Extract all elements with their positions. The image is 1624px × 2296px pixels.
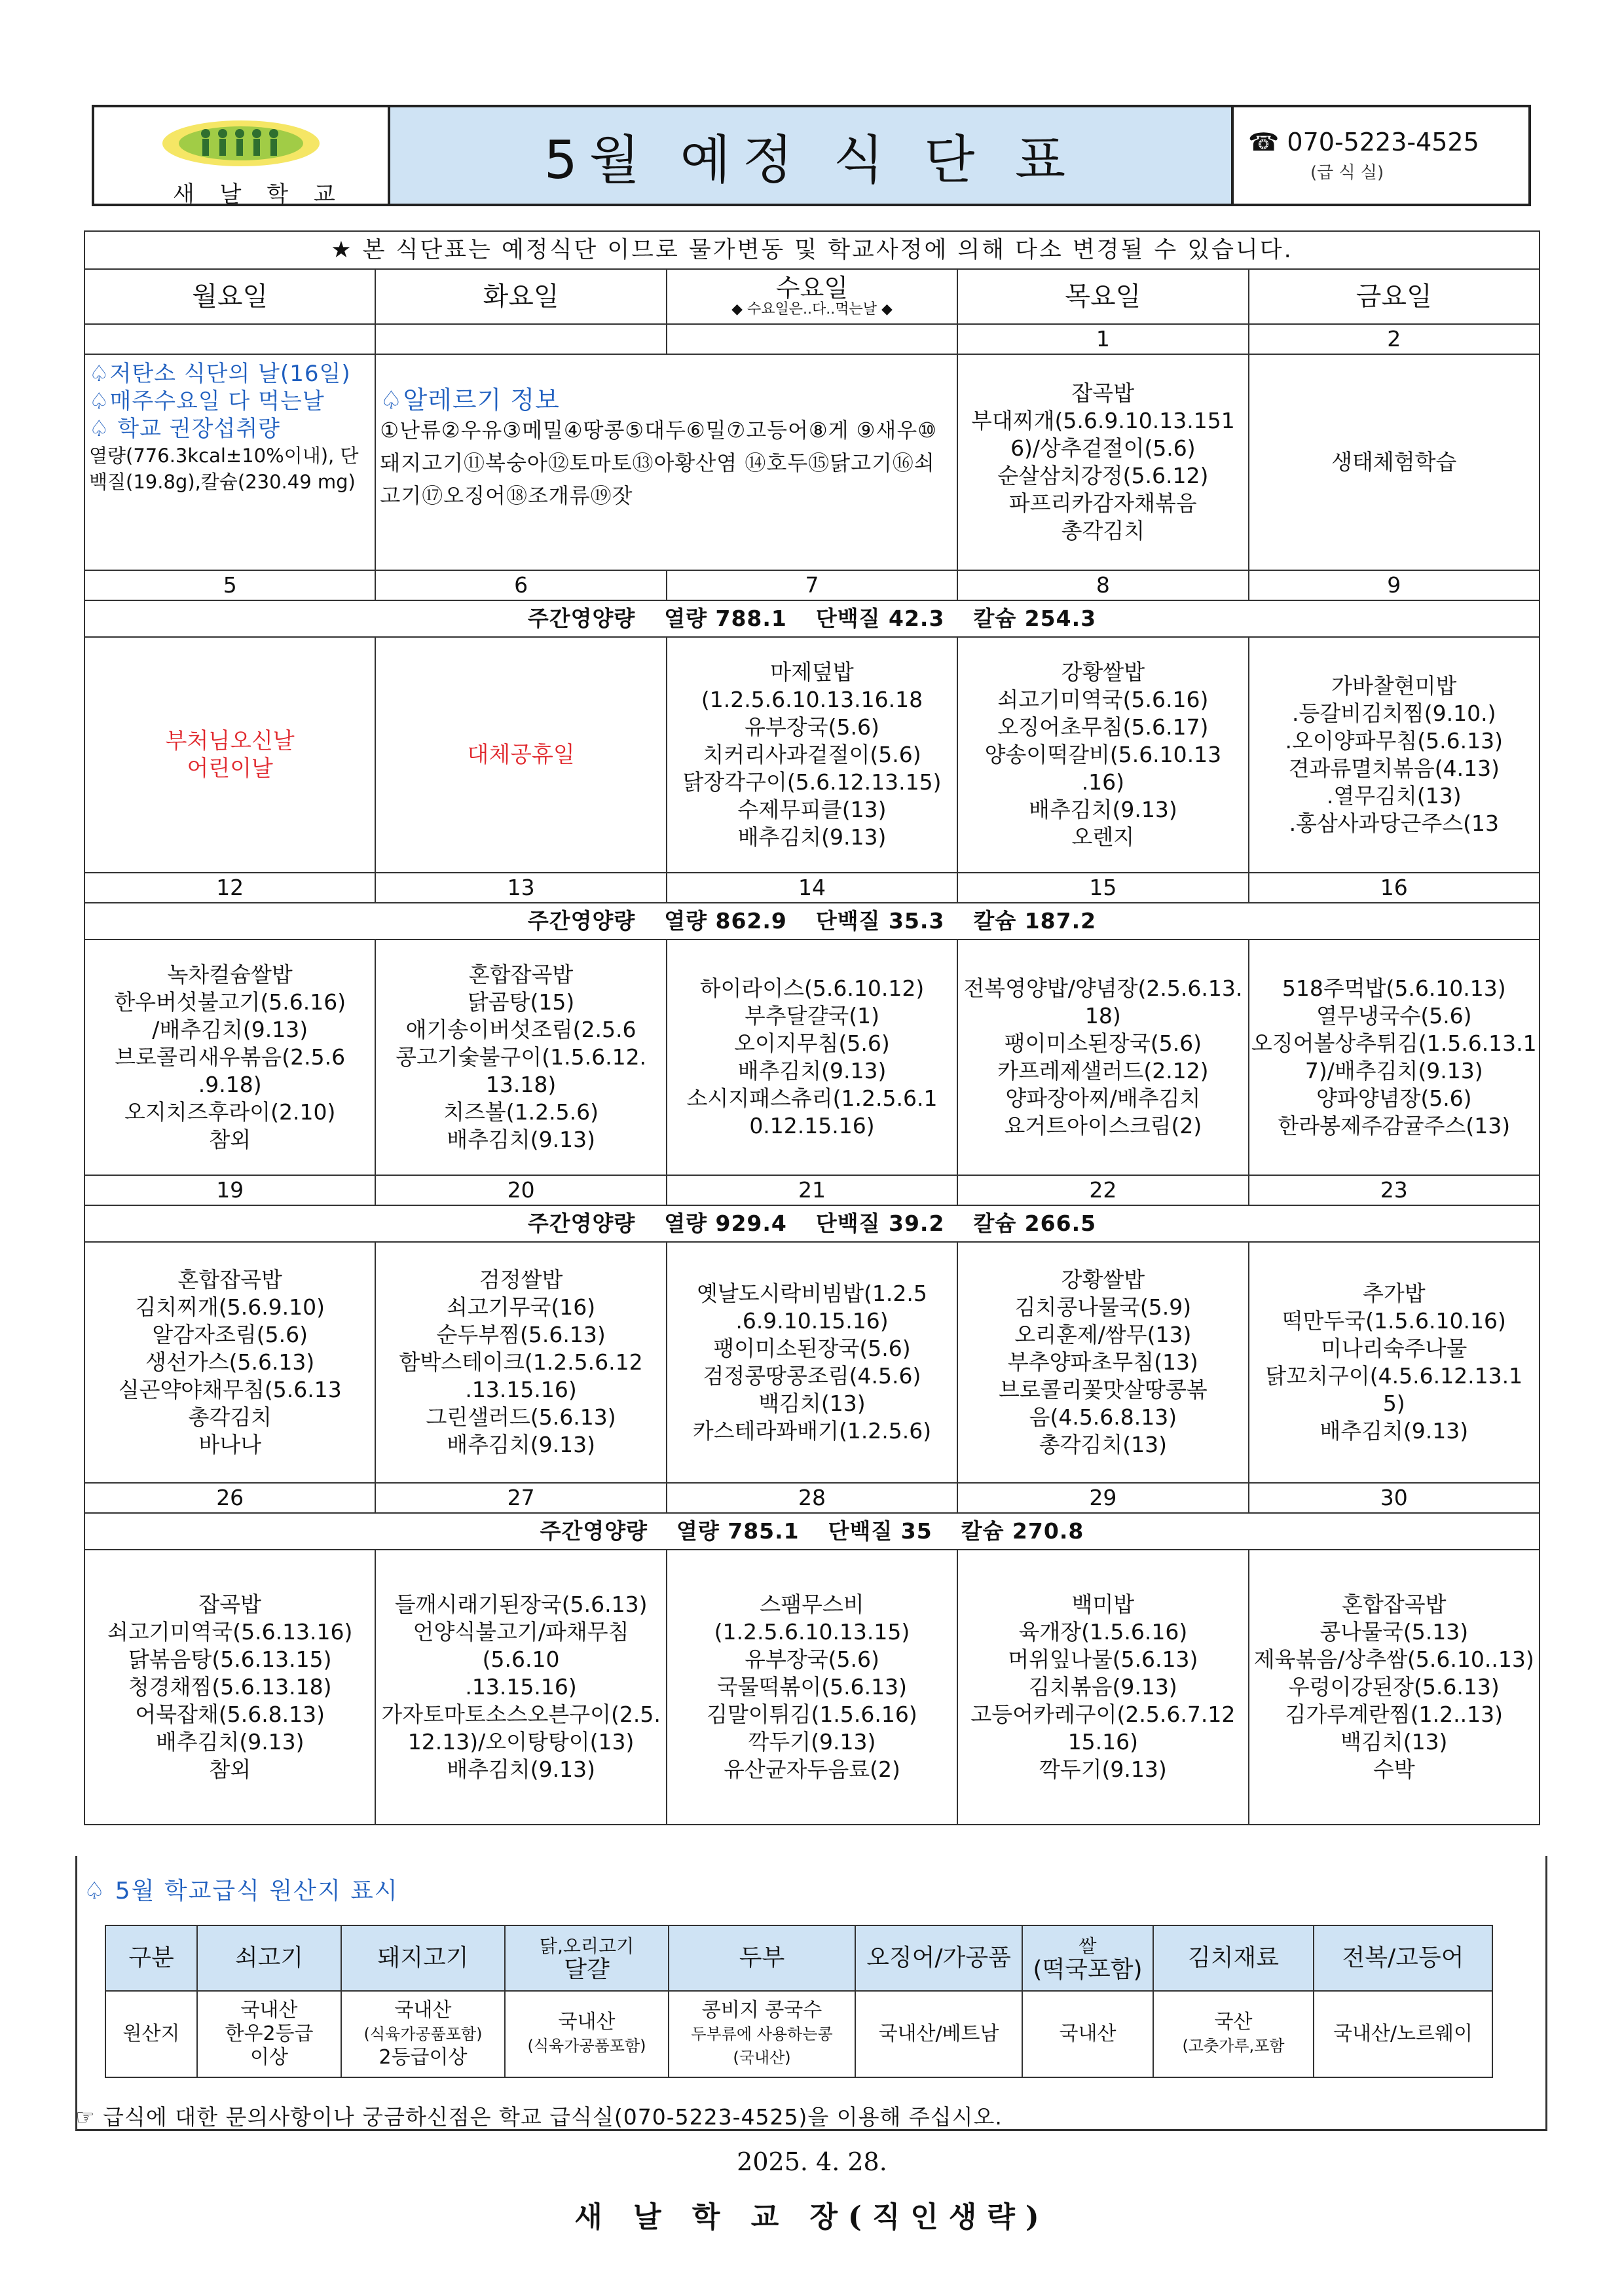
origin-value-text: 국산 — [1214, 2011, 1253, 2033]
date-cell: 6 — [375, 570, 666, 600]
day-tue: 화요일 — [375, 269, 666, 324]
menu-item: 우렁이강된장(5.6.13) — [1288, 1674, 1500, 1700]
origin-header-text: 오징어/가공품 — [866, 1944, 1011, 1971]
menu-cell — [667, 939, 957, 1175]
intake-detail: 열량(776.3kcal±10%이내), 단백질(19.8g),칼슘(230.49 mg) — [89, 445, 359, 493]
menu-cell — [957, 354, 1248, 570]
menu-item: 닭곰탕(15) — [467, 989, 575, 1015]
menu-item: 검정콩땅콩조림(4.5.6) — [703, 1363, 921, 1389]
menu-item: 유부장국(5.6) — [745, 714, 879, 740]
date-cell: 15 — [957, 873, 1248, 903]
menu-item: 미나리숙주나물 — [1321, 1336, 1467, 1361]
menu-item: 7)/배추김치(9.13) — [1304, 1058, 1483, 1084]
nutrition-label: 주간영양량 — [540, 1518, 648, 1544]
origin-header-text: 전복/고등어 — [1342, 1944, 1464, 1971]
menu-item: 국물떡볶이(5.6.13) — [716, 1674, 908, 1700]
menu-item: 총각김치(13) — [1039, 1432, 1167, 1457]
day-thu: 목요일 — [957, 269, 1248, 324]
origin-header-text: (떡국포함) — [1033, 1956, 1143, 1983]
menu-item: 13.18) — [485, 1072, 557, 1097]
origin-value-text: (고춧가루,포함 — [1182, 2037, 1285, 2055]
date-cell: 14 — [667, 873, 957, 903]
menu-item: 콩나물국(5.13) — [1320, 1619, 1469, 1645]
date-cell: 29 — [957, 1483, 1248, 1513]
menu-item: 15.16) — [1067, 1729, 1139, 1755]
menu-item: 닭장각구이(5.6.12.13.15) — [682, 769, 942, 795]
origin-value — [1153, 1991, 1314, 2077]
menu-item: 수제무피클(13) — [737, 797, 887, 822]
menu-cell — [1249, 1550, 1540, 1825]
allergy-cell — [375, 354, 957, 570]
menu-item: 치커리사과겉절이(5.6) — [703, 742, 921, 767]
menu-item: 실곤약야채무침(5.6.13 — [118, 1377, 342, 1402]
menu-item: 부추달걀국(1) — [744, 1003, 880, 1029]
date-cell: 28 — [667, 1483, 957, 1513]
date-cell — [375, 324, 666, 354]
origin-value-text: 2등급이상 — [378, 2046, 468, 2069]
origin-header-text: 돼지고기 — [377, 1944, 469, 1971]
menu-cell — [957, 1550, 1248, 1825]
menu-item: 혼합잡곡밥 — [1342, 1592, 1447, 1617]
menu-item: 생태체험학습 — [1331, 449, 1457, 475]
menu-item: .13.15.16) — [465, 1674, 577, 1700]
notice: ★ 본 식단표는 예정식단 이므로 물가변동 및 학교사정에 의해 다소 변경될 수 있습니다. — [84, 231, 1540, 269]
menu-item: 어묵잡채(5.6.8.13) — [135, 1702, 325, 1727]
nutrition-protein: 단백질 39.2 — [815, 1211, 945, 1236]
nutrition-label: 주간영양량 — [527, 606, 636, 631]
origin-value-text: (국내산) — [733, 2049, 791, 2067]
date-cell: 16 — [1249, 873, 1540, 903]
menu-item: 6)/상추겉절이(5.6) — [1010, 435, 1196, 461]
origin-value-text: 콩비지 콩국수 — [701, 1999, 822, 2022]
nutrition-protein: 단백질 42.3 — [815, 606, 945, 631]
menu-item: 검정쌀밥 — [479, 1267, 563, 1292]
menu-cell — [84, 1242, 375, 1483]
origin-header-text: 김치재료 — [1187, 1944, 1280, 1971]
origin-value — [1314, 1991, 1492, 2077]
info-line: ♤ 학교 권장섭취량 — [89, 416, 281, 442]
menu-item: 닭볶음탕(5.6.13.15) — [128, 1647, 332, 1672]
menu-cell — [667, 1242, 957, 1483]
menu-item: 배추김치(9.13) — [447, 1432, 595, 1457]
menu-item: 쇠고기미역국(5.6.16) — [997, 687, 1209, 712]
date-cell: 26 — [84, 1483, 375, 1513]
date-cell — [84, 324, 375, 354]
title-box — [390, 107, 1234, 204]
menu-item: 오이지무침(5.6) — [734, 1030, 890, 1056]
origin-value — [1022, 1991, 1153, 2077]
menu-item: 청경채찜(5.6.13.18) — [128, 1674, 332, 1700]
weekly-nutrition — [84, 1205, 1540, 1242]
menu-item: 언양식불고기/파채무침(5.6.10 — [413, 1619, 629, 1672]
menu-item: 유부장국(5.6) — [745, 1647, 879, 1672]
menu-item: 김말이튀김(1.5.6.16) — [707, 1702, 917, 1727]
page-title: 5월 예정 식 단 표 — [544, 130, 1078, 191]
menu-item: 열무냉국수(5.6) — [1316, 1003, 1472, 1029]
menu-cell — [667, 637, 957, 873]
school-logo — [94, 107, 390, 208]
menu-item: .등갈비김치찜(9.10.) — [1292, 701, 1496, 726]
allergy-list: ①난류②우유③메밀④땅콩⑤대두⑥밀⑦고등어⑧게 ⑨새우⑩돼지고기⑪복숭아⑫토마토⑬아황산염 ⑭호두⑮닭고기⑯쇠고기⑰오징어⑱조개류⑲잣 — [380, 418, 937, 508]
nutrition-kcal: 열량 862.9 — [664, 908, 787, 934]
origin-value — [505, 1991, 669, 2077]
date-cell: 30 — [1249, 1483, 1540, 1513]
menu-item: .9.18) — [198, 1072, 262, 1097]
allergy-title: ♤알레르기 정보 — [380, 386, 560, 414]
menu-item: 하이라이스(5.6.10.12) — [699, 975, 925, 1001]
menu-item: 오리훈제/쌈무(13) — [1014, 1322, 1192, 1347]
menu-item: 생선가스(5.6.13) — [145, 1349, 315, 1375]
school-name: 새 날 학 교 — [173, 181, 344, 208]
menu-item: 알감자조림(5.6) — [152, 1322, 308, 1347]
menu-item: .13.15.16) — [465, 1377, 577, 1402]
origin-value-text: (식육가공품포함) — [527, 2037, 646, 2055]
date-cell: 8 — [957, 570, 1248, 600]
menu-item: 12.13)/오이탕탕이(13) — [407, 1729, 635, 1755]
menu-item: 백김치(13) — [758, 1391, 866, 1416]
date-cell: 19 — [84, 1175, 375, 1205]
origin-value — [669, 1991, 855, 2077]
origin-value-text: 국내산/노르웨이 — [1333, 2022, 1473, 2045]
menu-item: 브로콜리새우볶음(2.5.6 — [115, 1044, 346, 1070]
menu-cell — [1249, 637, 1540, 873]
origin-header — [1314, 1925, 1492, 1991]
menu-cell — [375, 1550, 666, 1825]
menu-item: 강황쌀밥 — [1061, 659, 1145, 685]
origin-header — [505, 1925, 669, 1991]
date-cell: 22 — [957, 1175, 1248, 1205]
menu-item: 김가루계란찜(1.2..13) — [1285, 1702, 1503, 1727]
menu-item: 배추김치(9.13) — [1320, 1418, 1469, 1444]
origin-header-text: 쌀 — [1079, 1935, 1097, 1957]
menu-item: 백미밥 — [1071, 1592, 1135, 1617]
menu-item: 혼합잡곡밥 — [468, 962, 574, 987]
menu-item: 518주먹밥(5.6.10.13) — [1282, 975, 1506, 1001]
menu-item: 추가밥 — [1362, 1281, 1426, 1306]
origin-header-text: 닭,오리고기 — [539, 1935, 635, 1957]
origin-header — [1022, 1925, 1153, 1991]
menu-item: 오징어볼상추튀김(1.5.6.13.1 — [1251, 1030, 1537, 1056]
date-cell: 2 — [1249, 324, 1540, 354]
origin-value-text: 두부류에 사용하는콩 — [691, 2025, 833, 2043]
date-cell: 9 — [1249, 570, 1540, 600]
nutrition-calcium: 칼슘 270.8 — [961, 1518, 1084, 1544]
menu-cell — [375, 637, 666, 873]
origin-header-text: 달걀 — [564, 1956, 610, 1983]
menu-item: 양파양념장(5.6) — [1316, 1085, 1472, 1111]
nutrition-kcal: 열량 929.4 — [664, 1211, 787, 1236]
menu-item: 오지치즈후라이(2.10) — [124, 1099, 336, 1125]
menu-item: 김치찌개(5.6.9.10) — [135, 1294, 325, 1320]
menu-item: 쇠고기미역국(5.6.13.16) — [107, 1619, 353, 1645]
date-cell: 5 — [84, 570, 375, 600]
menu-item: 김치볶음(9.13) — [1028, 1674, 1177, 1700]
menu-item: 배추김치(9.13) — [737, 824, 887, 850]
menu-item: 총각김치 — [1061, 518, 1145, 543]
menu-item: 강황쌀밥 — [1061, 1267, 1145, 1292]
menu-item: 부처님오신날 — [165, 728, 295, 754]
menu-item: 떡만두국(1.5.6.10.16) — [1282, 1308, 1506, 1334]
origin-header — [855, 1925, 1022, 1991]
menu-item: 쇠고기무국(16) — [447, 1294, 596, 1320]
origin-header — [341, 1925, 505, 1991]
menu-cell — [1249, 939, 1540, 1175]
phone-icon: ☎ — [1248, 128, 1287, 156]
menu-item: 한라봉제주감귤주스(13) — [1278, 1113, 1511, 1139]
menu-item: 수박 — [1373, 1757, 1415, 1782]
day-wed-sub: ◆ 수요일은..다..먹는날 ◆ — [731, 301, 893, 318]
origin-header — [197, 1925, 341, 1991]
menu-item: .열무김치(13) — [1326, 783, 1462, 809]
menu-item: 백김치(13) — [1340, 1729, 1448, 1755]
menu-cell — [957, 637, 1248, 873]
menu-item: /배추김치(9.13) — [152, 1017, 308, 1042]
menu-item: 깍두기(9.13) — [1039, 1757, 1167, 1782]
menu-item: 김치콩나물국(5.9) — [1014, 1294, 1192, 1320]
origin-header — [669, 1925, 855, 1991]
footnote: ☞ 급식에 대한 문의사항이나 궁금하신점은 학교 급식실(070-5223-4525)을 이용해 주십시오. — [75, 2104, 1003, 2130]
nutrition-calcium: 칼슘 254.3 — [973, 606, 1097, 631]
menu-item: 음(4.5.6.8.13) — [1029, 1404, 1177, 1430]
menu-item: 순두부찜(5.6.13) — [436, 1322, 606, 1347]
menu-cell — [375, 939, 666, 1175]
date-cell: 7 — [667, 570, 957, 600]
date-cell: 23 — [1249, 1175, 1540, 1205]
menu-item: 치즈볼(1.2.5.6) — [443, 1099, 599, 1125]
nutrition-kcal: 열량 785.1 — [676, 1518, 800, 1544]
nutrition-label: 주간영양량 — [527, 908, 636, 934]
nutrition-kcal: 열량 788.1 — [664, 606, 787, 631]
nutrition-protein: 단백질 35 — [828, 1518, 932, 1544]
menu-item: 파프리카감자채볶음 — [1008, 490, 1197, 516]
menu-item: .오이양파무침(5.6.13) — [1285, 728, 1503, 754]
origin-value — [341, 1991, 505, 2077]
menu-item: 순살삼치강정(5.6.12) — [997, 463, 1209, 488]
menu-item: 배추김치(9.13) — [447, 1757, 595, 1782]
origin-value-text: 국내산 — [558, 2011, 616, 2033]
menu-cell — [375, 1242, 666, 1483]
menu-item: 가자토마토소스오븐구이(2.5. — [381, 1702, 661, 1727]
menu-item: 부추양파초무침(13) — [1007, 1349, 1198, 1375]
date-cell: 27 — [375, 1483, 666, 1513]
origin-value-text: 국내산 — [240, 1999, 298, 2022]
date-cell: 20 — [375, 1175, 666, 1205]
menu-item: 오징어초무침(5.6.17) — [997, 714, 1209, 740]
origin-header — [1153, 1925, 1314, 1991]
menu-item: 한우버섯불고기(5.6.16) — [114, 989, 346, 1015]
menu-item: 깍두기(9.13) — [748, 1729, 876, 1755]
menu-item: 유산균자두음료(2) — [724, 1757, 900, 1782]
origin-value-text: 이상 — [250, 2046, 288, 2069]
signature: 새 날 학 교 장(직인생략) — [574, 2200, 1050, 2234]
origin-header-text: 구분 — [128, 1944, 174, 1971]
menu-item: .홍삼사과당근주스(13 — [1289, 811, 1499, 836]
nutrition-calcium: 칼슘 187.2 — [973, 908, 1097, 934]
menu-item: 배추김치(9.13) — [1028, 797, 1177, 822]
date-cell — [667, 324, 957, 354]
day-fri: 금요일 — [1249, 269, 1540, 324]
menu-item: 총각김치 — [188, 1404, 272, 1430]
origin-value-text: 한우2등급 — [225, 2022, 314, 2045]
menu-cell — [84, 939, 375, 1175]
menu-item: 팽이미소된장국(5.6) — [1004, 1030, 1202, 1056]
origin-value — [197, 1991, 341, 2077]
date-cell: 21 — [667, 1175, 957, 1205]
origin-header-text: 쇠고기 — [234, 1944, 304, 1971]
menu-item: 고등어카레구이(2.5.6.7.12 — [970, 1702, 1236, 1727]
origin-value-text: (식육가공품포함) — [363, 2025, 483, 2043]
menu-cell — [84, 1550, 375, 1825]
menu-item: 바나나 — [198, 1432, 262, 1457]
info-line: ♤매주수요일 다 먹는날 — [89, 388, 325, 414]
day-mon: 월요일 — [84, 269, 375, 324]
menu-item: 들깨시래기된장국(5.6.13) — [394, 1592, 648, 1617]
menu-item: 견과류멸치볶음(4.13) — [1288, 756, 1500, 781]
menu-item: 양송이떡갈비(5.6.10.13 — [984, 742, 1222, 767]
menu-item: 콩고기숯불구이(1.5.6.12. — [396, 1044, 647, 1070]
nutrition-calcium: 칼슘 266.5 — [973, 1211, 1097, 1236]
date-cell: 13 — [375, 873, 666, 903]
menu-item: .6.9.10.15.16) — [735, 1308, 889, 1334]
issue-date: 2025. 4. 28. — [737, 2147, 887, 2176]
menu-item: 잡곡밥 — [1071, 380, 1135, 406]
menu-item: 그린샐러드(5.6.13) — [426, 1404, 616, 1430]
info-line: ♤저탄소 식단의 날(16일) — [89, 361, 351, 387]
menu-cell — [667, 1550, 957, 1825]
menu-item: 잡곡밥 — [198, 1592, 262, 1617]
menu-item: 옛날도시락비빔밥(1.2.5 — [697, 1281, 927, 1306]
menu-item: 18) — [1084, 1003, 1121, 1029]
menu-item: 머위잎나물(5.6.13) — [1008, 1647, 1198, 1672]
menu-item: 요거트아이스크림(2) — [1004, 1113, 1202, 1139]
menu-item: 마제덮밥(1.2.5.6.10.13.16.18 — [701, 659, 923, 712]
menu-item: 오렌지 — [1071, 824, 1135, 850]
day-wed — [667, 269, 957, 324]
menu-item: 대체공휴일 — [467, 742, 575, 768]
origin-value-text: 국내산 — [394, 1999, 452, 2022]
menu-item: 녹차컬슘쌀밥 — [167, 962, 293, 987]
weekly-nutrition — [84, 600, 1540, 637]
menu-item: 5) — [1382, 1391, 1405, 1416]
phone-sub: (급 식 실) — [1310, 163, 1384, 183]
info-cell — [84, 354, 375, 570]
menu-cell — [1249, 354, 1540, 570]
menu-item: 카프레제샐러드(2.12) — [997, 1058, 1209, 1084]
menu-item: 혼합잡곡밥 — [177, 1267, 282, 1292]
phone-box — [1234, 107, 1528, 204]
header-box — [92, 105, 1531, 206]
weekly-nutrition — [84, 903, 1540, 939]
menu-item: 배추김치(9.13) — [447, 1127, 595, 1152]
weekly-nutrition — [84, 1513, 1540, 1550]
menu-item: 배추김치(9.13) — [155, 1729, 304, 1755]
menu-cell — [1249, 1242, 1540, 1483]
menu-item: 부대찌개(5.6.9.10.13.151 — [970, 408, 1235, 433]
origin-row-label: 원산지 — [105, 1991, 197, 2077]
menu-item: 배추김치(9.13) — [737, 1058, 887, 1084]
menu-item: 브로콜리꽃맛살땅콩볶 — [998, 1377, 1208, 1402]
nutrition-protein: 단백질 35.3 — [815, 908, 945, 934]
menu-item: 어린이날 — [187, 756, 273, 782]
menu-cell — [957, 1242, 1248, 1483]
menu-cell — [84, 637, 375, 873]
menu-item: 소시지패스츄리(1.2.5.6.1 — [686, 1085, 938, 1111]
menu-item: 육개장(1.5.6.16) — [1018, 1619, 1188, 1645]
menu-item: 닭꼬치구이(4.5.6.12.13.1 — [1265, 1363, 1523, 1389]
menu-item: 가바찰현미밥 — [1331, 673, 1457, 699]
menu-item: 참외 — [209, 1127, 251, 1152]
day-wed-label: 수요일 — [775, 274, 849, 302]
phone-number: 070-5223-4525 — [1287, 128, 1479, 156]
menu-item: 애기송이버섯조림(2.5.6 — [405, 1017, 637, 1042]
menu-item: 함박스테이크(1.2.5.6.12 — [399, 1349, 643, 1375]
menu-item: 전복영양밥/양념장(2.5.6.13. — [963, 975, 1243, 1001]
menu-item: 카스테라꽈배기(1.2.5.6) — [692, 1418, 932, 1444]
date-cell: 12 — [84, 873, 375, 903]
origin-table — [105, 1925, 1493, 2078]
menu-item: 팽이미소된장국(5.6) — [713, 1336, 911, 1361]
menu-item: 제육볶음/상추쌈(5.6.10..13) — [1253, 1647, 1534, 1672]
origin-value-text: 국내산 — [1059, 2022, 1116, 2045]
menu-item: 참외 — [209, 1757, 251, 1782]
origin-header-text: 두부 — [739, 1944, 785, 1971]
menu-item: 양파장아찌/배추김치 — [1005, 1085, 1201, 1111]
menu-table — [84, 230, 1540, 1825]
nutrition-label: 주간영양량 — [527, 1211, 636, 1236]
menu-cell — [957, 939, 1248, 1175]
origin-value-text: 국내산/베트남 — [878, 2022, 999, 2045]
menu-item: 0.12.15.16) — [749, 1113, 875, 1139]
origin-header — [105, 1925, 197, 1991]
menu-item: 스팸무스비(1.2.5.6.10.13.15) — [714, 1592, 910, 1645]
origin-title: ♤ 5월 학교급식 원산지 표시 — [84, 1878, 399, 1904]
origin-value — [855, 1991, 1022, 2077]
date-cell: 1 — [957, 324, 1248, 354]
menu-item: .16) — [1081, 769, 1125, 795]
